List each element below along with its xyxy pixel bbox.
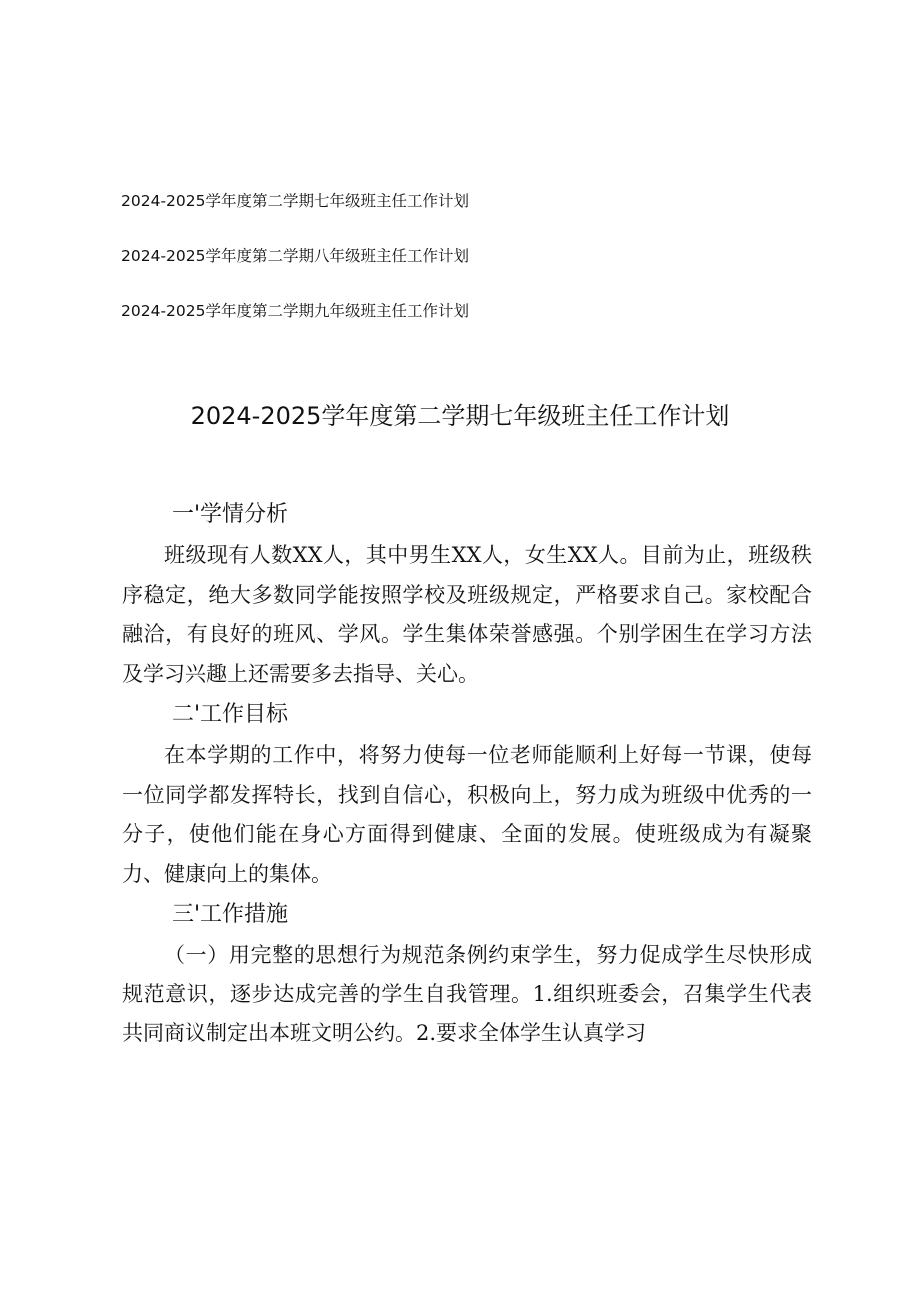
table-of-contents xyxy=(121,189,821,354)
section-heading-goals: 二'工作目标 xyxy=(172,702,289,727)
section-heading-measures: 三'工作措施 xyxy=(172,902,289,927)
toc-item-grade8[interactable]: 2024-2025学年度第二学期八年级班主任工作计划 xyxy=(121,247,469,265)
section-paragraph-goals: 在本学期的工作中，将努力使每一位老师能顺利上好每一节课，使每一位同学都发挥特长，找到自信心，积极向上，努力成为班级中优秀的一分子，使他们能在身心方面得到健康、全面的发展。使班级成为有凝聚力、健康向上的集体。 xyxy=(122,743,812,886)
section-heading-analysis: 一'学情分析 xyxy=(172,502,289,527)
toc-item-grade7[interactable]: 2024-2025学年度第二学期七年级班主任工作计划 xyxy=(121,192,469,210)
document-title: 2024-2025学年度第二学期七年级班主任工作计划 xyxy=(190,402,730,430)
document-body xyxy=(122,494,812,1053)
section-paragraph-measures: （一）用完整的思想行为规范条例约束学生，努力促成学生尽快形成规范意识，逐步达成完善的学生自我管理。1.组织班委会，召集学生代表共同商议制定出本班文明公约。2.要求全体学生认真学习 xyxy=(122,943,812,1045)
section-paragraph-analysis: 班级现有人数XX人，其中男生XX人，女生XX人。目前为止，班级秩序稳定，绝大多数同学能按照学校及班级规定，严格要求自己。家校配合融洽，有良好的班风、学风。学生集体荣誉感强。个别学困生在学习方法及学习兴趣上还需要多去指导、关心。 xyxy=(122,543,812,686)
toc-item-grade9[interactable]: 2024-2025学年度第二学期九年级班主任工作计划 xyxy=(121,302,469,320)
